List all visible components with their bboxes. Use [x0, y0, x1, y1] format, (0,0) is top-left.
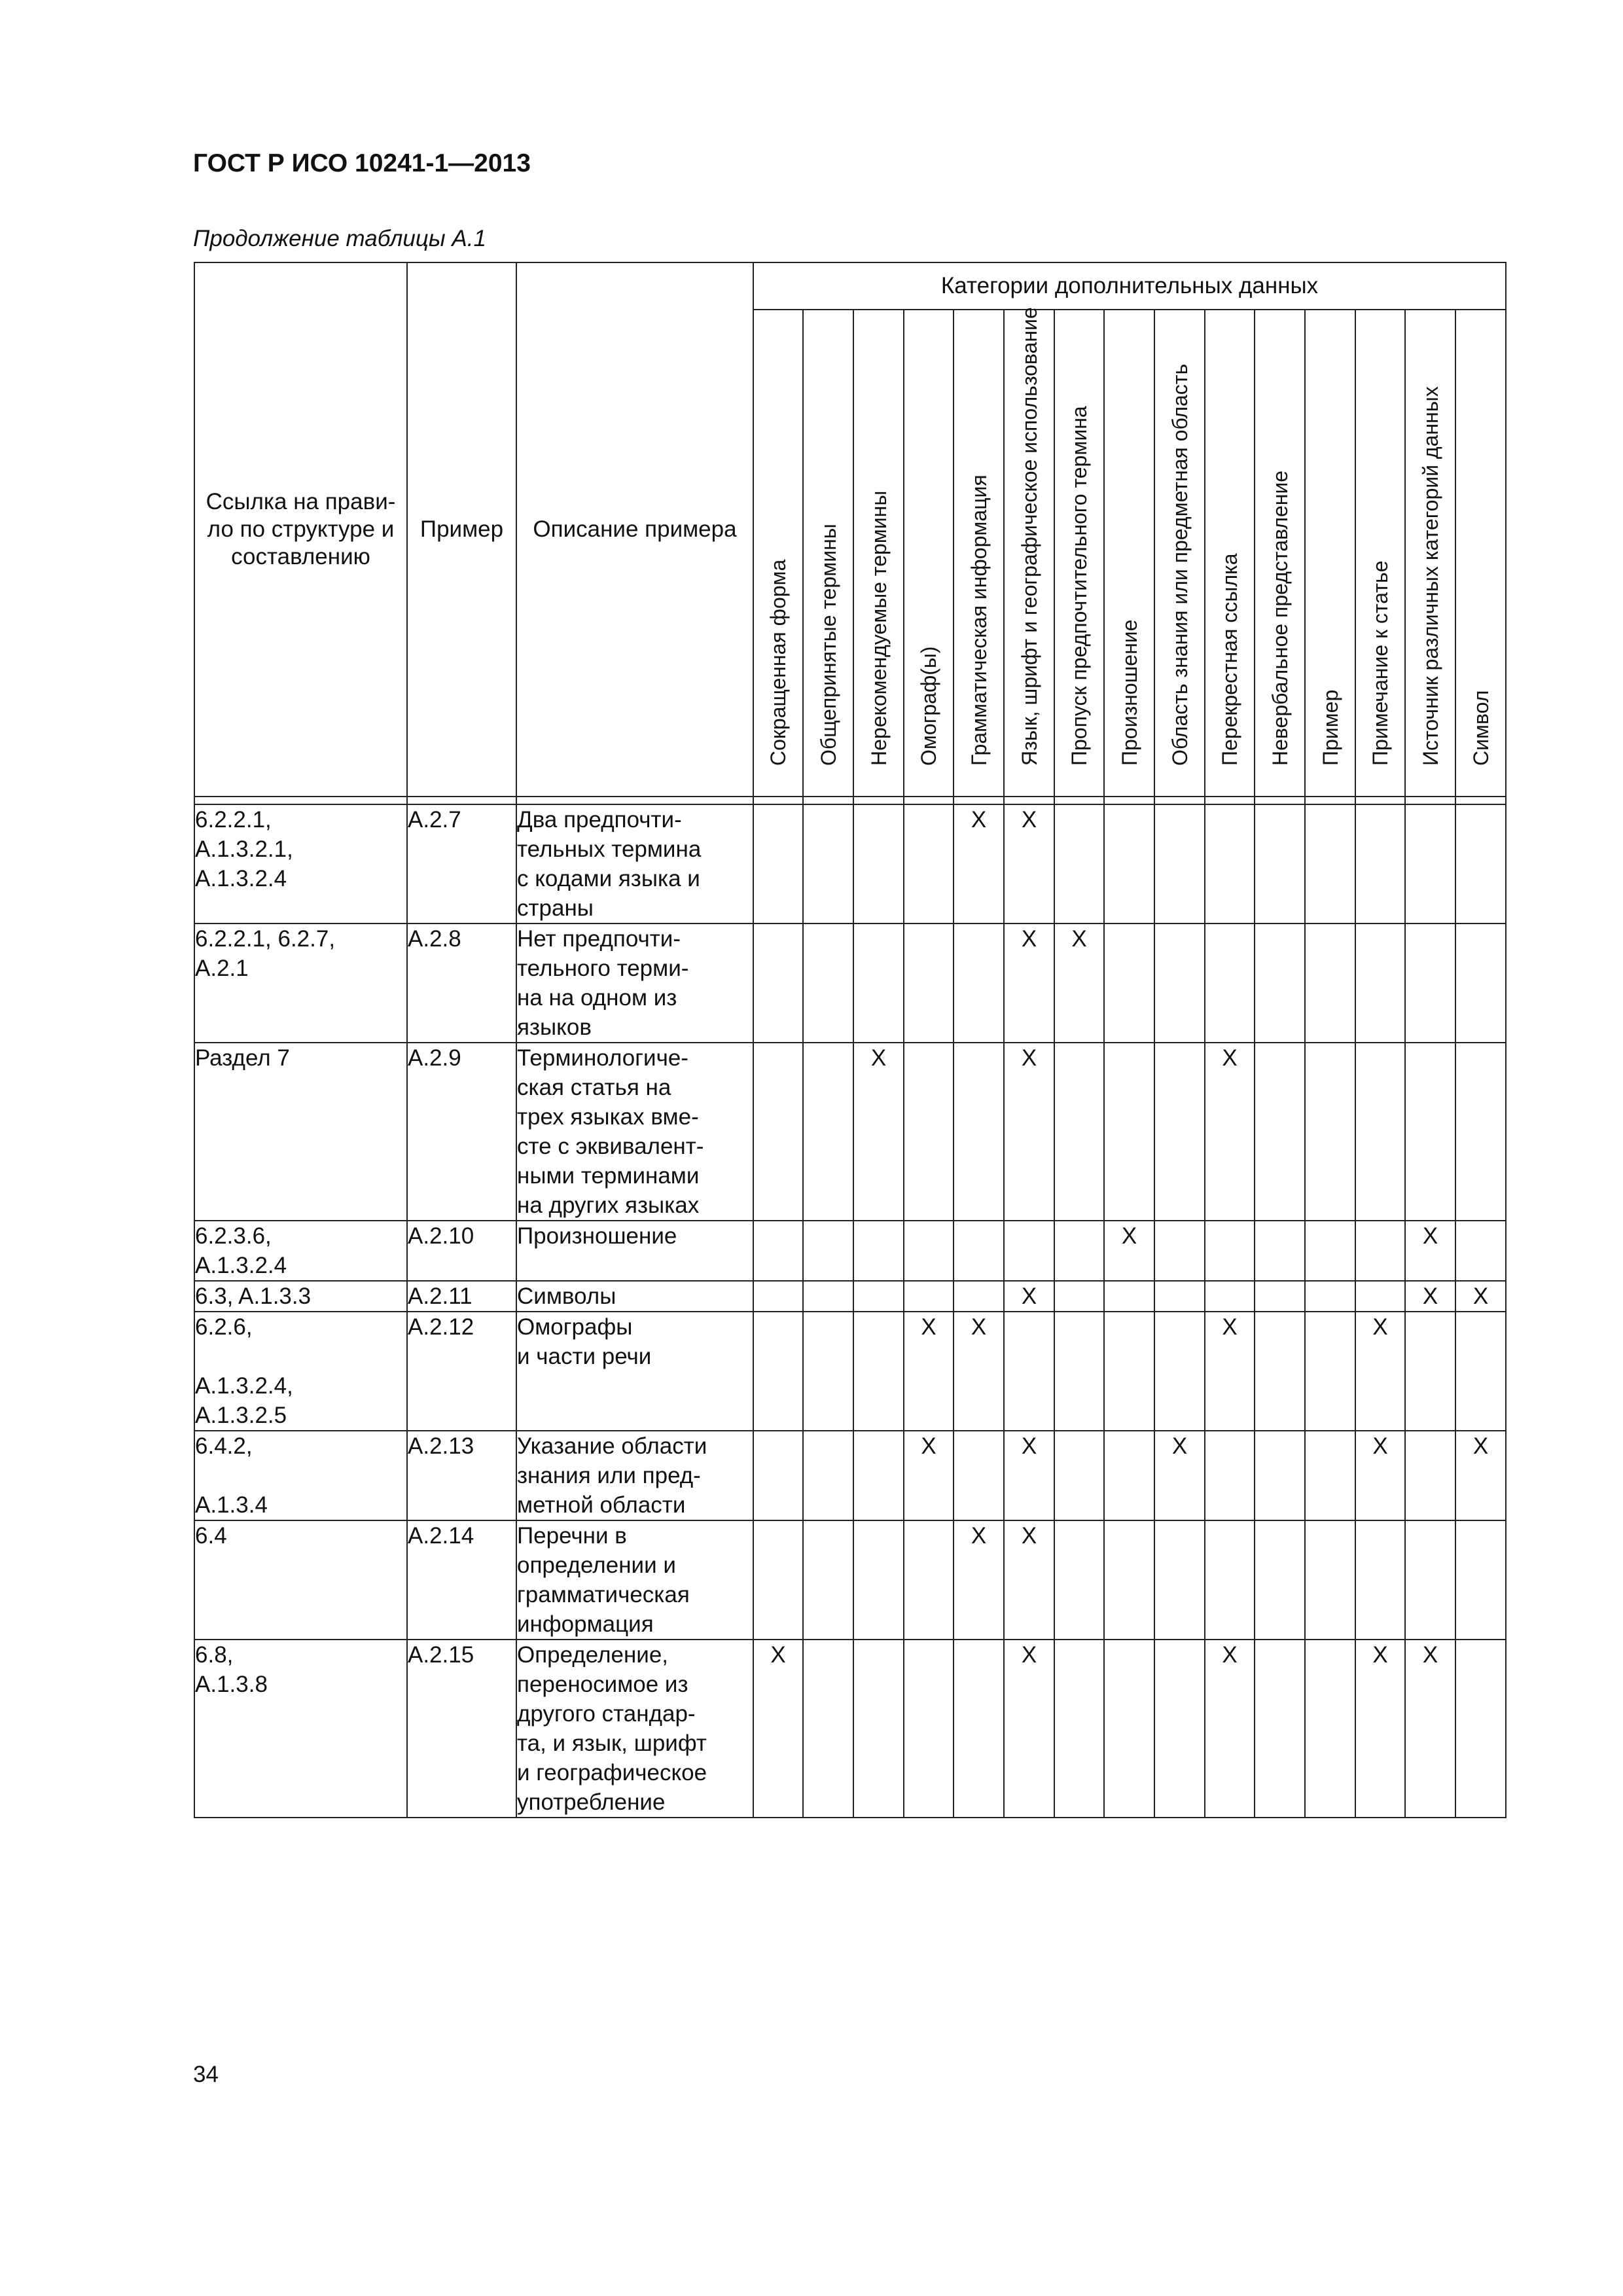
row-description: Произношение	[516, 1221, 753, 1281]
row-ref: 6.2.6, A.1.3.2.4, A.1.3.2.5	[194, 1312, 407, 1431]
category-mark	[904, 1520, 954, 1640]
category-mark	[853, 1312, 904, 1431]
category-mark	[1054, 1043, 1104, 1221]
category-mark	[1355, 1520, 1405, 1640]
category-label: Источник различных категорий данных	[1418, 386, 1442, 766]
category-mark	[753, 1281, 803, 1312]
category-header	[1405, 310, 1455, 797]
category-mark	[1255, 1431, 1305, 1520]
category-mark: X	[1004, 1043, 1054, 1221]
row-example: A.2.7	[407, 804, 516, 924]
category-mark: X	[1405, 1640, 1455, 1818]
category-mark	[1154, 1640, 1205, 1818]
category-mark: X	[1355, 1640, 1405, 1818]
category-mark: X	[1355, 1312, 1405, 1431]
row-ref: 6.2.2.1, 6.2.7, A.2.1	[194, 924, 407, 1043]
category-mark	[1455, 1312, 1506, 1431]
category-mark	[853, 1520, 904, 1640]
category-header	[1305, 310, 1355, 797]
category-mark	[1405, 1043, 1455, 1221]
category-mark: X	[1004, 924, 1054, 1043]
header-ref	[194, 262, 407, 797]
category-mark: X	[1054, 924, 1104, 1043]
category-mark	[1455, 1221, 1506, 1281]
row-description: Два предпочти- тельных термина с кодами языка и страны	[516, 804, 753, 924]
table-body	[194, 797, 1506, 1818]
category-label: Нерекомендуемые термины	[866, 490, 891, 766]
document-header: ГОСТ Р ИСО 10241-1—2013	[193, 149, 531, 177]
category-mark	[1154, 1312, 1205, 1431]
category-mark	[803, 1640, 853, 1818]
category-mark	[1255, 1312, 1305, 1431]
category-label: Грамматическая информация	[967, 475, 991, 766]
category-mark: X	[1455, 1431, 1506, 1520]
category-header	[904, 310, 954, 797]
category-mark	[803, 1281, 853, 1312]
category-mark	[853, 1221, 904, 1281]
category-mark: X	[853, 1043, 904, 1221]
category-mark: X	[753, 1640, 803, 1818]
category-mark	[1054, 1312, 1104, 1431]
category-mark	[1305, 804, 1355, 924]
row-example: A.2.11	[407, 1281, 516, 1312]
table-row	[194, 924, 1506, 1043]
category-mark	[1205, 924, 1255, 1043]
row-description: Перечни в определении и грамматическая информация	[516, 1520, 753, 1640]
category-mark	[1305, 1640, 1355, 1818]
category-mark: X	[1205, 1312, 1255, 1431]
category-mark: X	[1004, 804, 1054, 924]
category-mark	[1355, 1043, 1405, 1221]
category-mark: X	[904, 1431, 954, 1520]
row-description: Символы	[516, 1281, 753, 1312]
row-example: A.2.9	[407, 1043, 516, 1221]
category-mark	[1405, 804, 1455, 924]
category-header	[1104, 310, 1154, 797]
category-mark	[1004, 1312, 1054, 1431]
category-mark	[1104, 1043, 1154, 1221]
row-description: Нет предпочти- тельного терми- на на одном из языков	[516, 924, 753, 1043]
category-mark: X	[1004, 1520, 1054, 1640]
table-row	[194, 1281, 1506, 1312]
category-mark: X	[1004, 1431, 1054, 1520]
row-example: A.2.10	[407, 1221, 516, 1281]
category-mark	[1305, 1281, 1355, 1312]
category-label: Примечание к статье	[1368, 560, 1392, 766]
category-mark	[1305, 1312, 1355, 1431]
category-mark	[1455, 1640, 1506, 1818]
category-mark	[803, 1043, 853, 1221]
table-row	[194, 1431, 1506, 1520]
header-example: Пример	[407, 262, 516, 797]
table-row	[194, 1520, 1506, 1640]
category-mark: X	[1205, 1043, 1255, 1221]
category-mark	[1305, 924, 1355, 1043]
category-mark	[1205, 1221, 1255, 1281]
category-header	[1205, 310, 1255, 797]
category-mark	[1054, 1640, 1104, 1818]
category-label: Общепринятые термины	[816, 524, 840, 766]
category-mark	[1054, 1281, 1104, 1312]
category-mark	[1355, 804, 1405, 924]
category-mark: X	[954, 804, 1004, 924]
header-categories: Категории дополнительных данных	[753, 262, 1506, 310]
category-mark: X	[1004, 1281, 1054, 1312]
category-mark	[904, 1043, 954, 1221]
category-mark	[1255, 1640, 1305, 1818]
category-mark	[1305, 1520, 1355, 1640]
table-row	[194, 1640, 1506, 1818]
category-mark	[853, 1431, 904, 1520]
category-mark	[1205, 1431, 1255, 1520]
category-mark	[1054, 1520, 1104, 1640]
category-header	[1154, 310, 1205, 797]
category-mark	[954, 1281, 1004, 1312]
category-mark	[753, 1431, 803, 1520]
category-mark	[1305, 1043, 1355, 1221]
row-example: A.2.15	[407, 1640, 516, 1818]
category-mark	[1255, 1043, 1305, 1221]
category-mark	[1154, 1043, 1205, 1221]
category-mark	[1405, 1520, 1455, 1640]
category-mark	[1255, 804, 1305, 924]
category-mark	[753, 1221, 803, 1281]
category-mark	[753, 804, 803, 924]
category-mark	[803, 1221, 853, 1281]
category-mark	[803, 1520, 853, 1640]
category-mark	[803, 1312, 853, 1431]
row-ref: 6.3, A.1.3.3	[194, 1281, 407, 1312]
category-header	[1004, 307, 1054, 797]
category-mark	[954, 924, 1004, 1043]
category-mark	[1455, 1520, 1506, 1640]
category-mark	[1455, 804, 1506, 924]
header-separator	[194, 797, 1506, 804]
row-ref: Раздел 7	[194, 1043, 407, 1221]
row-example: A.2.12	[407, 1312, 516, 1431]
category-mark	[1255, 1281, 1305, 1312]
category-mark	[1154, 1221, 1205, 1281]
table-row	[194, 1221, 1506, 1281]
category-label: Произношение	[1117, 619, 1141, 766]
row-ref: 6.8, A.1.3.8	[194, 1640, 407, 1818]
category-mark	[1405, 1431, 1455, 1520]
category-mark	[904, 1640, 954, 1818]
category-mark	[1205, 804, 1255, 924]
category-mark	[1355, 1221, 1405, 1281]
category-header	[1355, 310, 1405, 797]
category-mark	[803, 924, 853, 1043]
row-ref: 6.4.2, A.1.3.4	[194, 1431, 407, 1520]
category-mark: X	[1154, 1431, 1205, 1520]
category-mark: X	[904, 1312, 954, 1431]
category-header	[753, 310, 803, 797]
category-header	[803, 310, 853, 797]
row-description: Терминологиче- ская статья на трех языках вме- сте с эквивалент- ными терминами на других языках	[516, 1043, 753, 1221]
category-label: Пропуск предпочтительного термина	[1067, 406, 1091, 766]
category-header	[1455, 310, 1506, 797]
category-mark	[954, 1221, 1004, 1281]
row-ref: 6.2.2.1, A.1.3.2.1, A.1.3.2.4	[194, 804, 407, 924]
category-mark	[1255, 1221, 1305, 1281]
category-mark	[1405, 924, 1455, 1043]
category-mark: X	[1104, 1221, 1154, 1281]
category-label: Пример	[1318, 689, 1342, 766]
category-mark: X	[1455, 1281, 1506, 1312]
category-mark	[1154, 804, 1205, 924]
category-mark	[904, 804, 954, 924]
category-mark	[853, 924, 904, 1043]
category-mark	[1104, 1281, 1154, 1312]
category-mark	[904, 924, 954, 1043]
category-mark	[1405, 1312, 1455, 1431]
row-description: Омографы и части речи	[516, 1312, 753, 1431]
table-caption: Продолжение таблицы А.1	[193, 226, 486, 251]
category-mark	[753, 1520, 803, 1640]
category-mark	[1054, 1431, 1104, 1520]
row-description: Указание области знания или пред- метной области	[516, 1431, 753, 1520]
category-mark	[1154, 924, 1205, 1043]
category-mark	[1104, 1520, 1154, 1640]
category-mark	[954, 1431, 1004, 1520]
category-mark: X	[1004, 1640, 1054, 1818]
category-header	[954, 310, 1004, 797]
category-mark	[1205, 1281, 1255, 1312]
category-mark	[1054, 804, 1104, 924]
category-header	[853, 310, 904, 797]
categories-table	[194, 262, 1507, 1818]
category-mark	[904, 1281, 954, 1312]
category-mark	[1355, 924, 1405, 1043]
category-label: Перекрестная ссылка	[1218, 553, 1241, 766]
category-mark	[753, 924, 803, 1043]
category-mark	[853, 1281, 904, 1312]
category-mark: X	[954, 1520, 1004, 1640]
category-mark	[1104, 1640, 1154, 1818]
category-mark	[803, 1431, 853, 1520]
page-number: 34	[193, 2062, 219, 2087]
row-example: A.2.8	[407, 924, 516, 1043]
category-mark	[1104, 1431, 1154, 1520]
category-mark	[1305, 1431, 1355, 1520]
category-mark	[1104, 1312, 1154, 1431]
category-mark: X	[954, 1312, 1004, 1431]
category-mark	[1255, 1520, 1305, 1640]
category-mark	[1104, 804, 1154, 924]
table-row	[194, 1312, 1506, 1431]
table-row	[194, 804, 1506, 924]
category-mark	[753, 1043, 803, 1221]
table-row	[194, 1043, 1506, 1221]
category-label: Сокращенная форма	[766, 559, 790, 766]
category-label: Символ	[1469, 690, 1493, 766]
header-description: Описание примера	[516, 262, 753, 797]
category-mark	[1255, 924, 1305, 1043]
category-mark: X	[1355, 1431, 1405, 1520]
category-mark	[954, 1640, 1004, 1818]
category-mark	[1455, 924, 1506, 1043]
category-mark	[904, 1221, 954, 1281]
row-ref: 6.4	[194, 1520, 407, 1640]
category-mark	[1104, 924, 1154, 1043]
category-mark	[1004, 1221, 1054, 1281]
category-mark	[1154, 1281, 1205, 1312]
category-mark	[954, 1043, 1004, 1221]
category-mark	[853, 1640, 904, 1818]
category-mark	[853, 804, 904, 924]
category-label: Область знания или предметная область	[1168, 363, 1192, 766]
row-ref: 6.2.3.6, A.1.3.2.4	[194, 1221, 407, 1281]
category-mark: X	[1205, 1640, 1255, 1818]
row-description: Определение, переносимое из другого стандар- та, и язык, шрифт и географическое употребление	[516, 1640, 753, 1818]
category-mark	[1054, 1221, 1104, 1281]
category-mark	[803, 804, 853, 924]
row-example: A.2.14	[407, 1520, 516, 1640]
category-label: Омограф(ы)	[917, 646, 940, 766]
category-header	[1054, 310, 1104, 797]
category-mark	[1205, 1520, 1255, 1640]
category-mark	[753, 1312, 803, 1431]
category-mark	[1355, 1281, 1405, 1312]
category-label: Невербальное представление	[1268, 470, 1292, 766]
category-mark	[1455, 1043, 1506, 1221]
category-header	[1255, 310, 1305, 797]
category-label: Язык, шрифт и географическое использование	[1017, 307, 1041, 766]
category-mark	[1305, 1221, 1355, 1281]
category-mark: X	[1405, 1281, 1455, 1312]
category-mark: X	[1405, 1221, 1455, 1281]
row-example: A.2.13	[407, 1431, 516, 1520]
category-mark	[1154, 1520, 1205, 1640]
header-ref-label: Ссылка на прави- ло по структуре и составлению	[205, 489, 396, 569]
